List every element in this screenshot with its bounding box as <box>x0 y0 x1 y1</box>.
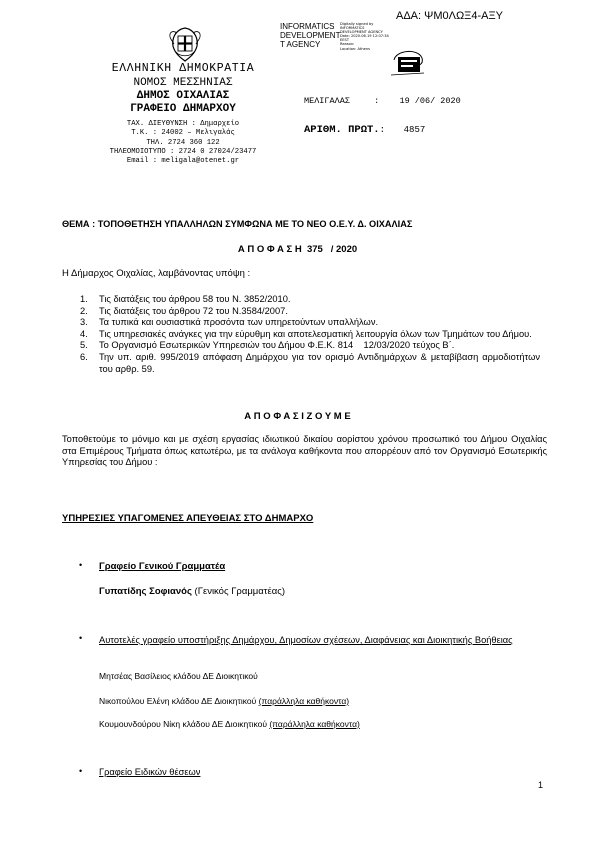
list-item-number: 6. <box>80 351 88 362</box>
contact-postcode: Τ.Κ. : 24002 – Μελιγαλάς <box>131 129 235 138</box>
list-item-number: 1. <box>80 294 88 304</box>
staff-name: Κουμουνδούρου Νίκη κλάδου ΔΕ Διοικητικού <box>99 719 270 729</box>
protocol-number <box>304 124 425 136</box>
list-item-text: Τις διατάξεις του άρθρου 72 του Ν.3584/2007. <box>99 305 288 316</box>
contact-email: Email : meligala@otenet.gr <box>126 157 240 166</box>
signature-line: Reason: <box>340 42 355 47</box>
considerations-list <box>80 294 540 375</box>
special-positions-office-title: Γραφείο Ειδικών θέσεων <box>99 767 201 777</box>
signature-line: Location: Athens <box>340 46 370 51</box>
page-number: 1 <box>538 780 544 790</box>
list-item <box>80 306 540 318</box>
list-item-text: Τις διατάξεις του άρθρου 58 του Ν. 3852/2010. <box>99 294 291 304</box>
list-item <box>80 329 540 341</box>
bullet-icon: • <box>79 633 83 643</box>
agency-line-2: DEVELOPMENT <box>280 31 341 40</box>
staff-entry <box>99 719 360 729</box>
country-name: ΕΛΛΗΝΙΚΗ ΔΗΜΟΚΡΑΤΙΑ <box>111 62 255 75</box>
bullet-icon: • <box>79 766 83 776</box>
staff-entry <box>99 696 349 706</box>
list-item-text: Το Οργανισμό Εσωτερικών Υπηρεσιών του Δήμου Φ.Ε.Κ. 814 12/03/2020 τεύχος Β΄. <box>99 340 455 351</box>
signature-line: DEVELOPMENT AGENCY <box>340 30 383 35</box>
general-secretary-entry <box>99 586 285 597</box>
coat-of-arms-icon <box>165 24 205 64</box>
signature-seal-icon <box>388 46 428 78</box>
general-secretary-role: (Γενικός Γραμματέας) <box>191 586 285 597</box>
prefecture-name: ΝΟΜΟΣ ΜΕΣΣΗΝΙΑΣ <box>133 77 233 89</box>
agency-line-1: INFORMATICS <box>280 22 335 31</box>
signature-line: Date: 2020.06.19 12:07:34 <box>340 34 389 39</box>
section-heading: ΥΠΗΡΕΣΙΕΣ ΥΠΑΓΟΜΕΝΕΣ ΑΠΕΥΘΕΙΑΣ ΣΤΟ ΔΗΜΑΡΧΟ <box>62 513 314 524</box>
staff-name: Μητσέας Βασίλειος κλάδου ΔΕ Διοικητικού <box>99 671 258 681</box>
list-item-number: 5. <box>80 340 88 351</box>
ada-code: ΑΔΑ: ΨΜ0ΛΩΞ4-ΑΞΥ <box>396 10 503 22</box>
signature-line: EEST <box>340 38 350 43</box>
decision-title: Α Π Ο Φ Α Σ Η 375 / 2020 <box>237 244 358 255</box>
list-item <box>80 340 540 352</box>
municipality-name: ΔΗΜΟΣ ΟΙΧΑΛΙΑΣ <box>136 90 230 102</box>
general-secretary-name: Γυπατίδης Σοφιανός <box>99 586 192 597</box>
general-secretary-office-title: Γραφείο Γενικού Γραμματέα <box>99 561 226 572</box>
we-decide-heading: Α Π Ο Φ Α Σ Ι Ζ Ο Υ Μ Ε <box>244 411 351 422</box>
place-label: ΜΕΛΙΓΑΛΑΣ <box>304 96 350 106</box>
intro-text: Η Δήμαρχος Οιχαλίας, λαμβάνοντας υπόψη : <box>62 268 251 279</box>
protocol-separator: : <box>379 125 386 135</box>
contact-address: ΤΑΧ. ΔΙΕΥΘΥΝΣΗ : Δημαρχείο <box>126 120 240 128</box>
contact-phone: ΤΗΛ. 2724 360 122 <box>146 138 220 147</box>
signature-line: Digitally signed by <box>340 22 374 26</box>
list-item-number: 4. <box>80 328 88 339</box>
agency-line-3: T AGENCY <box>280 40 321 49</box>
protocol-label: ΑΡΙΘΜ. ΠΡΩΤ. <box>304 124 380 136</box>
contact-fax: ΤΗΛΕΟΜΟΙΟΤΥΠΟ : 2724 0 27024/23477 <box>109 147 257 156</box>
bullet-icon: • <box>79 560 83 570</box>
place-date <box>304 96 461 106</box>
staff-note: (παράλληλα καθήκοντα) <box>269 719 360 729</box>
list-item-number: 2. <box>80 305 88 316</box>
decision-paragraph: Τοποθετούμε το μόνιμο και με σχέση εργασίας ιδιωτικού δικαίου αορίστου χρόνου προσωπικό του Δήμου Οιχαλίας στα Επιμέρους Τμήματα όπως κατωτέρω, με τα ανάλογα καθήκοντα που απορρέουν από τον Οργανισμό Εσωτερικής Υπηρεσίας του Δήμου : <box>62 434 547 468</box>
list-item-text: Τα τυπικά και ουσιαστικά προσόντα των υπηρετούντων υπαλλήλων. <box>99 317 379 328</box>
list-item <box>80 352 540 375</box>
list-item <box>80 294 540 306</box>
list-item-text: Τις υπηρεσιακές ανάγκες για την εύρυθμη και αποτελεσματική λειτουργία όλων των Τμημάτων του Δήμου. <box>99 328 532 339</box>
list-item-number: 3. <box>80 317 88 328</box>
protocol-value: 4857 <box>403 125 426 135</box>
mayor-support-office-title: Αυτοτελές γραφείο υποστήριξης Δημάρχου, Δημοσίων σχέσεων, Διαφάνειας και Διοικητικής Βοήθειας <box>99 635 513 645</box>
date-value: 19 /06/ 2020 <box>399 96 461 106</box>
signature-line: INFORMATICS <box>340 26 365 31</box>
subject-line: ΘΕΜΑ : ΤΟΠΟΘΕΤΗΣΗ ΥΠΑΛΛΗΛΩΝ ΣΥΜΦΩΝΑ ΜΕ ΤΟ ΝΕΟ Ο.Ε.Υ. Δ. ΟΙΧΑΛΙΑΣ <box>62 219 413 229</box>
list-item-text: Την υπ. αριθ. 995/2019 απόφαση Δημάρχου για τον ορισμό Αντιδημάρχων & μεταβίβαση αρμοδιοτήτων του αρθρ. 59. <box>99 351 540 374</box>
office-name: ΓΡΑΦΕΙΟ ΔΗΜΑΡΧΟΥ <box>130 103 236 115</box>
place-date-separator: : <box>374 96 380 106</box>
agency-name <box>280 22 340 49</box>
list-item <box>80 317 540 329</box>
contact-block <box>78 120 288 166</box>
staff-name: Νικοπούλου Ελένη κλάδου ΔΕ Διοικητικού <box>99 696 259 706</box>
staff-note: (παράλληλα καθήκοντα) <box>258 696 350 706</box>
staff-entry <box>99 671 258 681</box>
